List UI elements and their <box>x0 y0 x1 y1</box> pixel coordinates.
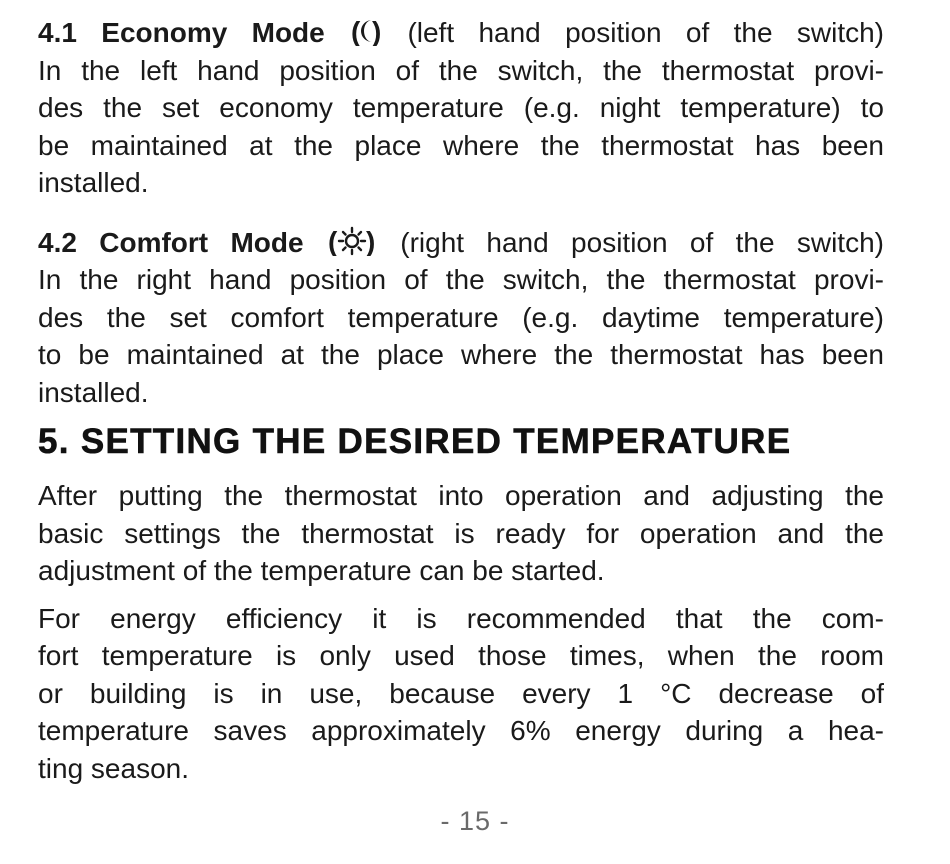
section-5-para1-line: basic settings the thermostat is ready for operation and the <box>38 517 884 549</box>
section-5-para1-line: After putting the thermostat into operation and adjusting the <box>38 480 884 511</box>
moon-icon <box>351 16 381 52</box>
section-4-1-line: In the left hand position of the switch, the thermostat provi- <box>38 54 884 86</box>
section-4-1-subtitle: (left hand position of the switch) <box>407 17 884 48</box>
section-5-para2-line: or building is in use, because every 1 °C decrease of <box>38 677 884 709</box>
manual-page <box>38 14 884 787</box>
section-4-2-subtitle: (right hand position of the switch) <box>400 226 884 258</box>
sun-icon <box>328 226 376 262</box>
svg-text:(: ( <box>327 225 338 256</box>
section-4-1-line: des the set economy temperature (e.g. night temperature) to <box>38 92 884 123</box>
section-4-2-line: installed. <box>38 376 149 408</box>
section-4-1-title: 4.1 Economy Mode <box>38 17 325 48</box>
section-4-2-heading <box>38 224 884 262</box>
section-5-para2-line: temperature saves approximately 6% energy during a hea- <box>38 715 884 746</box>
section-4-2-line: In the right hand position of the switch, the thermostat provi- <box>38 264 884 295</box>
section-5-para1-line: adjustment of the temperature can be started. <box>38 555 605 586</box>
section-5-para2-line: ting season. <box>38 752 189 784</box>
svg-text:): ) <box>365 225 376 256</box>
svg-text:(: ( <box>351 16 361 46</box>
section-5-para2-line: For energy efficiency it is recommended that the com- <box>38 602 884 634</box>
section-4-1-heading <box>38 14 884 52</box>
section-4-1-line: installed. <box>38 167 149 198</box>
section-4-2-line: des the set comfort temperature (e.g. daytime temperature) <box>38 301 884 333</box>
svg-text:): ) <box>372 16 382 46</box>
section-5-para2-line: fort temperature is only used those times, when the room <box>38 640 884 671</box>
section-4-2-title: 4.2 Comfort Mode <box>38 226 304 258</box>
page-number: - 15 - <box>440 806 510 836</box>
section-4-2-line: to be maintained at the place where the thermostat has been <box>38 339 884 370</box>
section-4-1-line: be maintained at the place where the thermostat has been <box>38 129 884 161</box>
section-5-title: 5. SETTING THE DESIRED TEMPERATURE <box>38 422 792 461</box>
